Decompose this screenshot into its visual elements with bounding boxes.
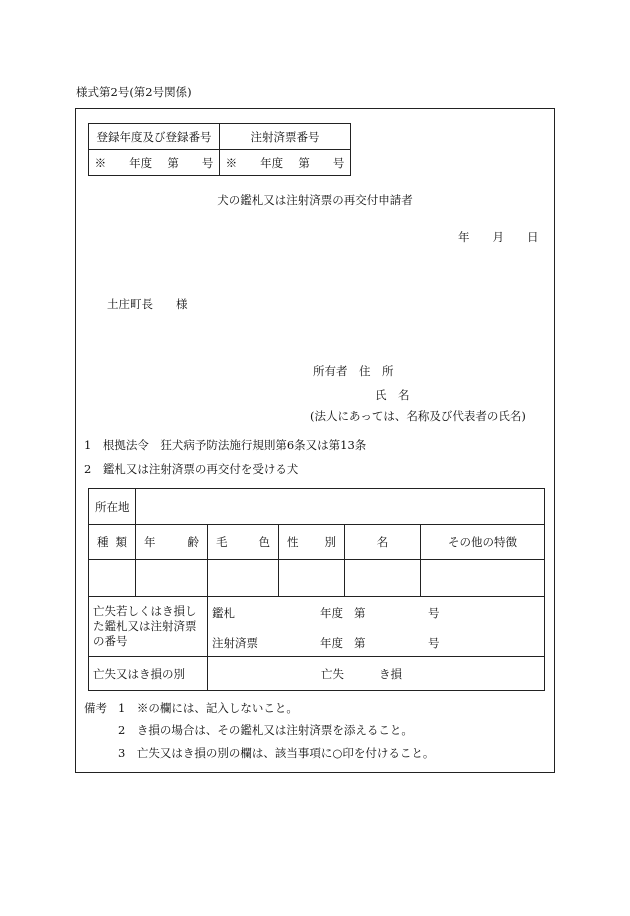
registration-number-text: ※ 年度 第 号 <box>94 155 214 170</box>
note-3: 3 亡失又はき損の別の欄は、該当事項に○印を付けること。 <box>118 746 435 760</box>
location-label: 所在地 <box>89 489 136 525</box>
lost-injection-item: 注射済票 <box>212 635 258 650</box>
header-coat <box>208 525 279 560</box>
sex-input[interactable] <box>279 560 345 597</box>
date-line: 年 月 日 <box>458 230 539 244</box>
location-input[interactable] <box>136 489 545 525</box>
registration-table <box>88 123 351 176</box>
note-2: 2 き損の場合は、その鑑札又は注射済票を添えること。 <box>118 723 413 737</box>
addressee: 土庄町長 様 <box>107 297 188 311</box>
header-sex <box>279 525 345 560</box>
lost-tag-no: 第 <box>354 605 366 620</box>
owner-address-label: 所有者 住 所 <box>313 364 394 378</box>
lost-injection-suffix: 号 <box>428 635 440 650</box>
tag-number-text: ※ 年度 第 号 <box>225 155 345 170</box>
owner-name-label: 氏 名 <box>375 388 410 402</box>
header-sex-a: 性 <box>287 535 299 549</box>
lost-injection-no: 第 <box>354 635 366 650</box>
breed-input[interactable] <box>89 560 136 597</box>
header-other-features: その他の特徴 <box>421 525 545 560</box>
tag-number-header: 注射済票番号 <box>220 124 351 150</box>
notes-label: 備考 <box>84 701 107 715</box>
registration-number-cell[interactable] <box>89 150 220 176</box>
item-legal-basis: 1 根拠法令 狂犬病予防法施行規則第6条又は第13条 <box>84 438 367 452</box>
lost-tag-year: 年度 <box>320 605 343 620</box>
tag-number-cell[interactable] <box>220 150 351 176</box>
header-breed-b: 類 <box>115 535 127 549</box>
other-features-input[interactable] <box>421 560 545 597</box>
age-input[interactable] <box>136 560 208 597</box>
owner-corporate-note: (法人にあっては、名称及び代表者の氏名) <box>310 409 526 423</box>
lost-tag-suffix: 号 <box>428 605 440 620</box>
lost-injection-year: 年度 <box>320 635 343 650</box>
header-sex-b: 別 <box>324 535 336 549</box>
lost-option[interactable]: 亡失 <box>321 666 344 681</box>
lost-type-input[interactable] <box>208 657 545 691</box>
note-1: 1 ※の欄には、記入しないこと。 <box>118 701 298 715</box>
header-age-b: 齢 <box>187 535 199 549</box>
header-age <box>136 525 208 560</box>
damaged-option[interactable]: き損 <box>379 666 402 681</box>
item-target-dog: 2 鑑札又は注射済票の再交付を受ける犬 <box>84 462 299 476</box>
document-title: 犬の鑑札又は注射済票の再交付申請者 <box>217 193 413 207</box>
dog-table <box>88 488 545 691</box>
header-breed-a: 種 <box>97 535 109 549</box>
header-coat-b: 色 <box>258 535 270 549</box>
registration-number-header: 登録年度及び登録番号 <box>89 124 220 150</box>
lost-tag-item: 鑑札 <box>212 605 235 620</box>
header-name: 名 <box>345 525 421 560</box>
header-coat-a: 毛 <box>216 535 228 549</box>
coat-input[interactable] <box>208 560 279 597</box>
lost-number-label: 亡失若しくはき損した鑑札又は注射済票の番号 <box>89 597 208 657</box>
form-number: 様式第2号(第2号関係) <box>76 85 192 99</box>
lost-type-label: 亡失又はき損の別 <box>89 657 208 691</box>
name-input[interactable] <box>345 560 421 597</box>
header-breed <box>89 525 136 560</box>
header-age-a: 年 <box>144 535 156 549</box>
lost-number-input[interactable] <box>208 597 545 657</box>
